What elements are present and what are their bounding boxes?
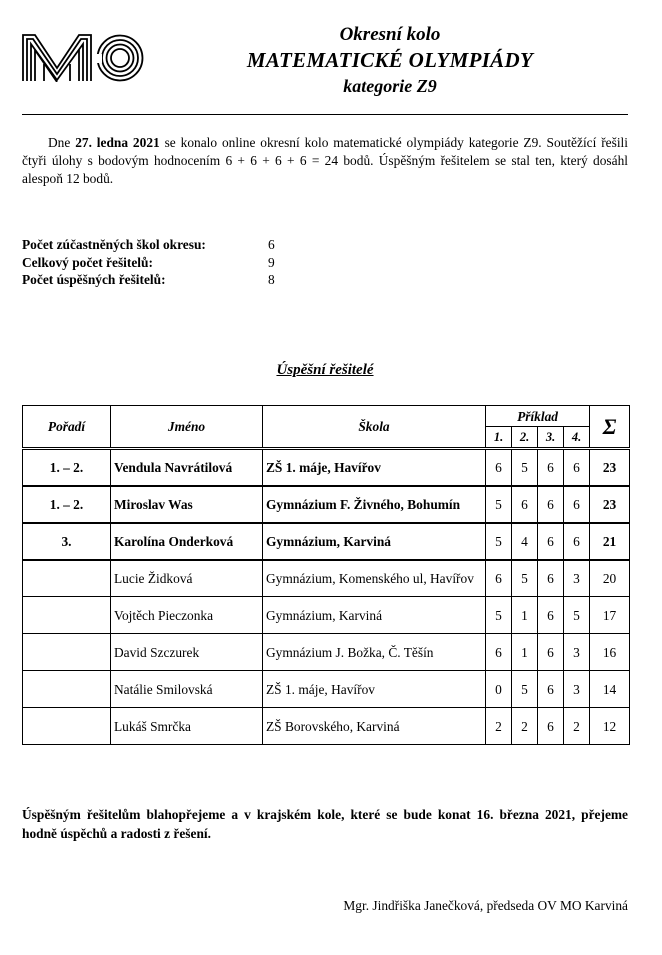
heading-round: Okresní kolo bbox=[339, 24, 441, 45]
mo-logo bbox=[22, 34, 144, 82]
stats-table bbox=[22, 236, 275, 289]
header-name: Jméno bbox=[111, 406, 263, 449]
table-row: Vojtěch Pieczonka Gymnázium, Karviná 5 1 6 5 17 bbox=[23, 597, 630, 634]
header-p2: 2. bbox=[512, 427, 538, 449]
table-row: Lukáš Smrčka ZŠ Borovského, Karviná 2 2 6 2 12 bbox=[23, 708, 630, 745]
header-school: Škola bbox=[263, 406, 486, 449]
stat-schools: Počet zúčastněných škol okresu: 6 bbox=[22, 237, 275, 252]
stat-solvers: Celkový počet řešitelů: 9 bbox=[22, 254, 275, 270]
table-row: David Szczurek Gymnázium J. Božka, Č. Těšín 6 1 6 3 16 bbox=[23, 634, 630, 671]
heading-category: kategorie Z9 bbox=[343, 76, 437, 96]
table-row: Lucie Židková Gymnázium, Komenského ul, Havířov 6 5 6 3 20 bbox=[23, 560, 630, 597]
heading-olympiad: MATEMATICKÉ OLYMPIÁDY bbox=[246, 48, 534, 72]
closing-paragraph: Úspěšným řešitelům blahopřejeme a v krajském kole, které se bude konat 16. března 2021, přejeme hodně úspěchů a radosti z řešení. bbox=[22, 807, 628, 841]
table-row: 1. – 2. Miroslav Was Gymnázium F. Živného, Bohumín 5 6 6 6 23 bbox=[23, 486, 630, 523]
header-sum: Σ bbox=[590, 406, 630, 449]
header-p3: 3. bbox=[538, 427, 564, 449]
signature: Mgr. Jindřiška Janečková, předseda OV MO Karviná bbox=[343, 898, 628, 913]
stat-successful: Počet úspěšných řešitelů: 8 bbox=[22, 272, 275, 287]
header-problems: Příklad bbox=[486, 406, 590, 427]
header-rank: Pořadí bbox=[23, 406, 111, 449]
intro-date: 27. ledna 2021 bbox=[75, 135, 160, 150]
results-table bbox=[22, 405, 630, 745]
header-divider bbox=[22, 114, 628, 115]
table-row: 3. Karolína Onderková Gymnázium, Karviná 5 4 6 6 21 bbox=[23, 523, 630, 560]
table-row: Natálie Smilovská ZŠ 1. máje, Havířov 0 5 6 3 14 bbox=[23, 671, 630, 708]
table-row: 1. – 2. Vendula Navrátilová ZŠ 1. máje, Havířov 6 5 6 6 23 bbox=[23, 449, 630, 486]
section-title: Úspěšní řešitelé bbox=[276, 362, 374, 378]
header-p1: 1. bbox=[486, 427, 512, 449]
header-p4: 4. bbox=[564, 427, 590, 449]
intro-paragraph: Dne 27. ledna 2021 se konalo online okresní kolo matematické olympiády kategorie Z9. Soutěžící řešili čtyři úlohy s bodovým hodnocením 6 + 6 + 6 + 6 = 24 bodů. Úspěšným řešitelem se stal ten, který dosáhl alespoň 12 bodů. bbox=[22, 135, 628, 186]
